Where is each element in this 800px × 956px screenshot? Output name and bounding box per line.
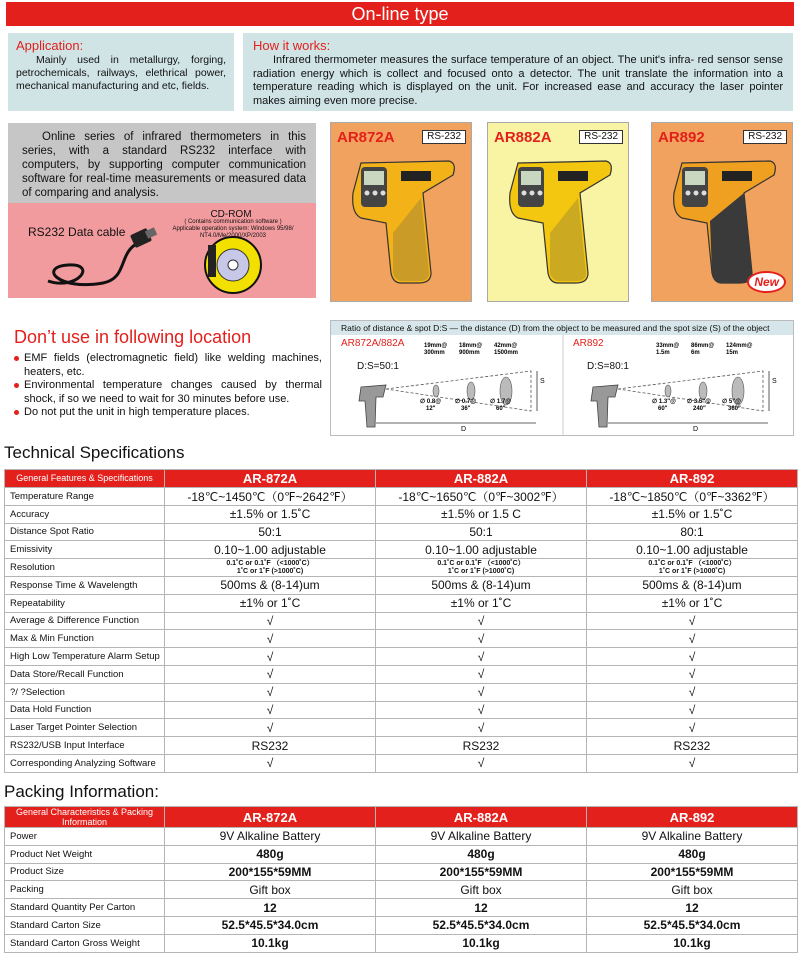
resolution-line: 0.1˚C or 0.1˚F （<1000˚C） bbox=[648, 559, 736, 567]
spec-value-cell: √ bbox=[587, 630, 798, 648]
spec-row bbox=[5, 648, 798, 666]
cdrom-subtitle bbox=[168, 219, 298, 240]
product-name: AR872A bbox=[337, 129, 395, 146]
spec-value-cell: ±1.5% or 1.5 C bbox=[376, 505, 587, 523]
spec-row bbox=[5, 683, 798, 701]
spec-header-cell: AR-882A bbox=[376, 470, 587, 488]
distance-spot-ratio-panel bbox=[330, 320, 794, 436]
packing-value-cell: 9V Alkaline Battery bbox=[376, 828, 587, 846]
dont-use-list bbox=[14, 352, 322, 420]
product-card bbox=[651, 122, 793, 302]
spec-value-cell: -18℃~1850℃（0℉~3362℉） bbox=[587, 487, 798, 505]
spec-value-cell: √ bbox=[165, 612, 376, 630]
how-it-works-title: How it works: bbox=[253, 38, 331, 53]
spec-value-cell: √ bbox=[165, 648, 376, 666]
how-it-works-box bbox=[243, 33, 793, 111]
spec-value-cell: √ bbox=[376, 754, 587, 772]
online-series-text: Online series of infrared thermometers in this series, with a standard RS232 interface with computers, by supporting computer communication software for real-time measurements or measured data of comparing and analysis. bbox=[22, 131, 306, 199]
packing-header-cell: AR-872A bbox=[165, 807, 376, 828]
packing-value-cell: 200*155*59MM bbox=[165, 863, 376, 881]
spec-value-cell: 0.10~1.00 adjustable bbox=[376, 541, 587, 559]
spec-value-cell: √ bbox=[587, 683, 798, 701]
spec-value-cell: ±1% or 1˚C bbox=[587, 594, 798, 612]
ratio-spot-label: 60" bbox=[658, 406, 668, 412]
page-banner: On-line type bbox=[6, 2, 794, 26]
product-name: AR892 bbox=[658, 129, 705, 146]
packing-row-label: Product Size bbox=[5, 863, 165, 881]
spec-row-label: ?/ ?Selection bbox=[5, 683, 165, 701]
how-it-works-text: Infrared thermometer measures the surface temperature of an object. The unit's infra- red sensor sense radiation energy which is collect and focused onto a detector. The unit translate the information into a temperature reading which is displayed on the unit. For increased ease and accuracy the laser pointer makes aiming even more precise. bbox=[253, 54, 783, 107]
ratio-spot-label: 12" bbox=[426, 406, 436, 412]
spec-value-cell: √ bbox=[376, 630, 587, 648]
spec-value-cell: RS232 bbox=[165, 737, 376, 755]
tech-spec-title: Technical Specifications bbox=[4, 443, 185, 462]
spec-value-cell: √ bbox=[587, 719, 798, 737]
spec-value-cell: √ bbox=[376, 665, 587, 683]
ratio-distance-label: 18mm@ bbox=[459, 343, 483, 349]
ratio-distance-label: 33mm@ bbox=[656, 343, 680, 349]
spec-value-cell: 0.10~1.00 adjustable bbox=[587, 541, 798, 559]
spec-row bbox=[5, 559, 798, 577]
distance-axis-label: D bbox=[461, 426, 467, 433]
spec-row-label: Repeatability bbox=[5, 594, 165, 612]
dont-use-item: EMF fields (electromagnetic field) like welding machines, heaters, etc. bbox=[14, 352, 322, 379]
ratio-spot-label: 36" bbox=[461, 406, 471, 412]
spec-value-cell: √ bbox=[165, 701, 376, 719]
spec-row bbox=[5, 754, 798, 772]
spec-header-cell: AR-872A bbox=[165, 470, 376, 488]
resolution-cell bbox=[587, 559, 798, 577]
packing-header-cell: AR-882A bbox=[376, 807, 587, 828]
spec-row bbox=[5, 487, 798, 505]
spec-row bbox=[5, 737, 798, 755]
resolution-cell bbox=[165, 559, 376, 577]
packing-header-row bbox=[5, 807, 798, 828]
spec-value-cell: √ bbox=[587, 648, 798, 666]
spec-row-label: RS232/USB Input Interface bbox=[5, 737, 165, 755]
packing-value-cell: 52.5*45.5*34.0cm bbox=[165, 916, 376, 934]
ratio-spot-label: ∅ 0.8@ bbox=[420, 399, 442, 405]
spec-value-cell: -18℃~1450℃（0℉~2642℉） bbox=[165, 487, 376, 505]
spec-value-cell: ±1% or 1˚C bbox=[165, 594, 376, 612]
ratio-left-ds: D:S=50:1 bbox=[357, 361, 399, 372]
spec-value-cell: ±1.5% or 1.5˚C bbox=[165, 505, 376, 523]
packing-row bbox=[5, 828, 798, 846]
ratio-distance-label: 15m bbox=[726, 350, 739, 356]
packing-row bbox=[5, 863, 798, 881]
ratio-distance-label: 900mm bbox=[459, 350, 480, 356]
packing-header-cell: AR-892 bbox=[587, 807, 798, 828]
ratio-diagram bbox=[331, 335, 793, 435]
cdrom-contains: ( Contains communication software ) bbox=[184, 219, 282, 225]
packing-header-cell: General Characteristics & Packing Information bbox=[5, 807, 165, 828]
packing-value-cell: Gift box bbox=[587, 881, 798, 899]
thermometer-illustration bbox=[331, 123, 473, 303]
spec-row bbox=[5, 719, 798, 737]
packing-value-cell: 200*155*59MM bbox=[376, 863, 587, 881]
product-card bbox=[330, 122, 472, 302]
ratio-spot-label: ∅ 1.7@ bbox=[490, 399, 512, 405]
ratio-distance-label: 19mm@ bbox=[424, 343, 448, 349]
packing-value-cell: 12 bbox=[376, 899, 587, 917]
application-text: Mainly used in metallurgy, forging, petrochemicals, railways, elethrical power, mechanical manufacturing and etc, fields. bbox=[16, 54, 226, 92]
spec-row-label: High Low Temperature Alarm Setup bbox=[5, 648, 165, 666]
resolution-line: 1˚C or 1˚F (>1000˚C) bbox=[236, 567, 304, 575]
packing-row-label: Product Net Weight bbox=[5, 845, 165, 863]
spec-row bbox=[5, 523, 798, 541]
spec-value-cell: √ bbox=[165, 630, 376, 648]
packing-table bbox=[4, 806, 798, 953]
spec-value-cell: √ bbox=[587, 612, 798, 630]
ratio-distance-label: 1.5m bbox=[656, 350, 670, 356]
spec-value-cell: 500ms & (8-14)um bbox=[376, 576, 587, 594]
distance-axis-label: D bbox=[693, 426, 699, 433]
packing-value-cell: 480g bbox=[165, 845, 376, 863]
spec-row bbox=[5, 701, 798, 719]
application-title: Application: bbox=[16, 38, 84, 53]
spec-value-cell: 50:1 bbox=[165, 523, 376, 541]
packing-row-label: Standard Carton Size bbox=[5, 916, 165, 934]
spec-value-cell: √ bbox=[376, 701, 587, 719]
spec-value-cell: ±1% or 1˚C bbox=[376, 594, 587, 612]
tech-spec-table bbox=[4, 469, 798, 773]
rs232-badge: RS-232 bbox=[579, 130, 623, 144]
spec-row bbox=[5, 612, 798, 630]
spec-value-cell: 50:1 bbox=[376, 523, 587, 541]
thermometer-illustration bbox=[488, 123, 630, 303]
spec-row bbox=[5, 630, 798, 648]
rs232-badge: RS-232 bbox=[743, 130, 787, 144]
packing-value-cell: Gift box bbox=[376, 881, 587, 899]
packing-row-label: Standard Carton Gross Weight bbox=[5, 934, 165, 952]
product-name: AR882A bbox=[494, 129, 552, 146]
packing-value-cell: 9V Alkaline Battery bbox=[165, 828, 376, 846]
packing-value-cell: 10.1kg bbox=[587, 934, 798, 952]
ratio-header: Ratio of distance & spot D:S — the distance (D) from the object to be measured and the spot size (S) of the object bbox=[331, 321, 793, 335]
spot-axis-label: S bbox=[540, 378, 545, 385]
online-series-box bbox=[8, 123, 316, 203]
packing-row-label: Packing bbox=[5, 881, 165, 899]
spec-value-cell: -18℃~1650℃（0℉~3002℉） bbox=[376, 487, 587, 505]
ratio-spot-label: ∅ 3.5"@ bbox=[687, 399, 711, 405]
spec-row-label: Corresponding Analyzing Software bbox=[5, 754, 165, 772]
spec-value-cell: √ bbox=[165, 683, 376, 701]
spec-value-cell: √ bbox=[165, 719, 376, 737]
resolution-cell bbox=[376, 559, 587, 577]
spec-row-label: Distance Spot Ratio bbox=[5, 523, 165, 541]
spec-value-cell: √ bbox=[587, 665, 798, 683]
packing-value-cell: 480g bbox=[587, 845, 798, 863]
cdrom-os: Applicable operation system: Windows 95/98/ NT4.0/Me/2000/XP/2003 bbox=[172, 226, 294, 239]
packing-value-cell: 480g bbox=[376, 845, 587, 863]
packing-value-cell: 10.1kg bbox=[376, 934, 587, 952]
ratio-distance-label: 6m bbox=[691, 350, 700, 356]
spec-value-cell: RS232 bbox=[587, 737, 798, 755]
spec-row bbox=[5, 594, 798, 612]
packing-value-cell: 10.1kg bbox=[165, 934, 376, 952]
packing-title: Packing Information: bbox=[4, 782, 159, 801]
packing-value-cell: Gift box bbox=[165, 881, 376, 899]
spot-ellipse bbox=[665, 385, 671, 397]
spec-value-cell: RS232 bbox=[376, 737, 587, 755]
spec-value-cell: 500ms & (8-14)um bbox=[587, 576, 798, 594]
ratio-distance-label: 1500mm bbox=[494, 350, 519, 356]
spec-value-cell: √ bbox=[165, 754, 376, 772]
spec-row bbox=[5, 505, 798, 523]
ratio-distance-label: 300mm bbox=[424, 350, 445, 356]
rs232-badge: RS-232 bbox=[422, 130, 466, 144]
ratio-spot-label: 60" bbox=[496, 406, 506, 412]
product-card bbox=[487, 122, 629, 302]
ratio-left-model: AR872A/882A bbox=[341, 338, 405, 349]
ratio-right-model: AR892 bbox=[573, 338, 604, 349]
packing-value-cell: 200*155*59MM bbox=[587, 863, 798, 881]
ratio-distance-label: 42mm@ bbox=[494, 343, 518, 349]
ratio-spot-label: ∅ 5"@ bbox=[722, 399, 741, 405]
ratio-spot-label: 360" bbox=[728, 406, 741, 412]
spec-row-label: Data Hold Function bbox=[5, 701, 165, 719]
dont-use-title: Don’t use in following location bbox=[14, 327, 252, 347]
thermometer-icon bbox=[591, 385, 618, 427]
packing-value-cell: 12 bbox=[165, 899, 376, 917]
spec-row bbox=[5, 576, 798, 594]
packing-value-cell: 52.5*45.5*34.0cm bbox=[587, 916, 798, 934]
spec-row-label: Accuracy bbox=[5, 505, 165, 523]
packing-value-cell: 52.5*45.5*34.0cm bbox=[376, 916, 587, 934]
spec-header-cell: General Features & Specifications bbox=[5, 470, 165, 488]
spec-value-cell: √ bbox=[376, 719, 587, 737]
application-box bbox=[8, 33, 234, 111]
packing-row bbox=[5, 845, 798, 863]
resolution-line: 0.1˚C or 0.1˚F （<1000˚C） bbox=[226, 559, 314, 567]
spec-header-cell: AR-892 bbox=[587, 470, 798, 488]
thermometer-icon bbox=[359, 385, 386, 427]
dont-use-item: Environmental temperature changes caused by thermal shock, if so we need to wait for 30 minutes before use. bbox=[14, 379, 322, 406]
cable-label: RS232 Data cable bbox=[28, 225, 126, 239]
packing-row bbox=[5, 899, 798, 917]
packing-row-label: Power bbox=[5, 828, 165, 846]
packing-row bbox=[5, 934, 798, 952]
packing-row-label: Standard Quantity Per Carton bbox=[5, 899, 165, 917]
resolution-line: 1˚C or 1˚F (>1000˚C) bbox=[447, 567, 515, 575]
dont-use-item: Do not put the unit in high temperature places. bbox=[14, 406, 322, 420]
spot-ellipse bbox=[699, 382, 707, 400]
spec-row-label: Response Time & Wavelength bbox=[5, 576, 165, 594]
ratio-distance-label: 86mm@ bbox=[691, 343, 715, 349]
packing-value-cell: 9V Alkaline Battery bbox=[587, 828, 798, 846]
spec-value-cell: √ bbox=[376, 683, 587, 701]
spec-row-label: Temperature Range bbox=[5, 487, 165, 505]
spec-value-cell: √ bbox=[165, 665, 376, 683]
spec-row-label: Average & Difference Function bbox=[5, 612, 165, 630]
packing-row bbox=[5, 881, 798, 899]
accessories-panel bbox=[8, 203, 316, 298]
spec-value-cell: 80:1 bbox=[587, 523, 798, 541]
spec-row-label: Data Store/Recall Function bbox=[5, 665, 165, 683]
spec-value-cell: 500ms & (8-14)um bbox=[165, 576, 376, 594]
spot-axis-label: S bbox=[772, 378, 777, 385]
cdrom-title: CD-ROM bbox=[210, 209, 252, 220]
packing-value-cell: 12 bbox=[587, 899, 798, 917]
spec-value-cell: √ bbox=[376, 612, 587, 630]
spec-row-label: Laser Target Pointer Selection bbox=[5, 719, 165, 737]
new-badge: New bbox=[747, 271, 786, 293]
spec-row bbox=[5, 541, 798, 559]
packing-row bbox=[5, 916, 798, 934]
spot-ellipse bbox=[433, 385, 439, 397]
spot-ellipse bbox=[467, 382, 475, 400]
spec-value-cell: √ bbox=[587, 754, 798, 772]
spec-row-label: Max & Min Function bbox=[5, 630, 165, 648]
ratio-spot-label: ∅ 1.3"@ bbox=[652, 399, 676, 405]
ratio-distance-label: 124mm@ bbox=[726, 343, 753, 349]
spec-value-cell: ±1.5% or 1.5˚C bbox=[587, 505, 798, 523]
resolution-line: 1˚C or 1˚F (>1000˚C) bbox=[658, 567, 726, 575]
spec-row-label: Emissivity bbox=[5, 541, 165, 559]
spec-row-label: Resolution bbox=[5, 559, 165, 577]
spec-header-row bbox=[5, 470, 798, 488]
spec-value-cell: √ bbox=[587, 701, 798, 719]
resolution-line: 0.1˚C or 0.1˚F （<1000˚C） bbox=[437, 559, 525, 567]
ratio-spot-label: ∅ 0.7@ bbox=[455, 399, 477, 405]
ratio-spot-label: 240" bbox=[693, 406, 706, 412]
spec-value-cell: 0.10~1.00 adjustable bbox=[165, 541, 376, 559]
spec-value-cell: √ bbox=[376, 648, 587, 666]
ratio-right-ds: D:S=80:1 bbox=[587, 361, 629, 372]
spec-row bbox=[5, 665, 798, 683]
